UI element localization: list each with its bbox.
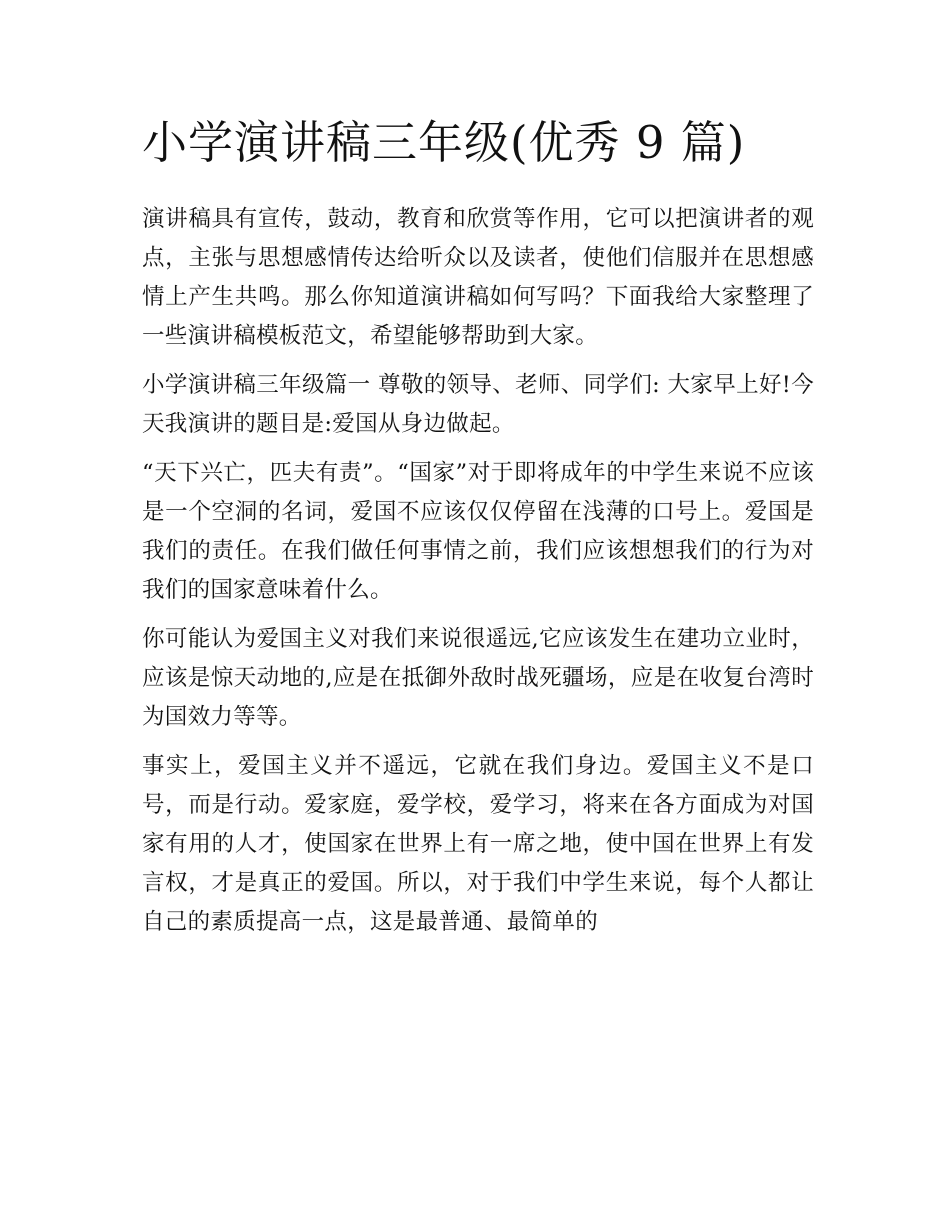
- intro-paragraph: 演讲稿具有宣传，鼓动，教育和欣赏等作用，它可以把演讲者的观点，主张与思想感情传达给听众以及读者，使他们信服并在思想感情上产生共鸣。那么你知道演讲稿如何写吗？下面我给大家整理了一些演讲稿模板范文，希望能够帮助到大家。: [142, 206, 814, 349]
- body-paragraph: “天下兴亡，匹夫有责”。“国家”对于即将成年的中学生来说不应该是一个空洞的名词，爱国不应该仅仅停留在浅薄的口号上。爱国是我们的责任。在我们做任何事情之前，我们应该想想我们的行为对我们的国家意味着什么。: [142, 460, 814, 603]
- document-title: 小学演讲稿三年级(优秀 9 篇): [142, 116, 746, 169]
- body-paragraph: 你可能认为爱国主义对我们来说很遥远,它应该发生在建功立业时，应该是惊天动地的,应是在抵御外敌时战死疆场，应是在收复台湾时为国效力等等。: [142, 626, 814, 730]
- speech-opening-paragraph: 小学演讲稿三年级篇一 尊敬的领导、老师、同学们: 大家早上好!今天我演讲的题目是:爱国从身边做起。: [142, 372, 814, 437]
- body-paragraph: 事实上，爱国主义并不遥远，它就在我们身边。爱国主义不是口号，而是行动。爱家庭，爱学校，爱学习，将来在各方面成为对国家有用的人才，使国家在世界上有一席之地，使中国在世界上有发言权，才是真正的爱国。所以，对于我们中学生来说，每个人都让自己的素质提高一点，这是最普通、最简单的: [142, 753, 814, 935]
- document-page: [142, 112, 814, 952]
